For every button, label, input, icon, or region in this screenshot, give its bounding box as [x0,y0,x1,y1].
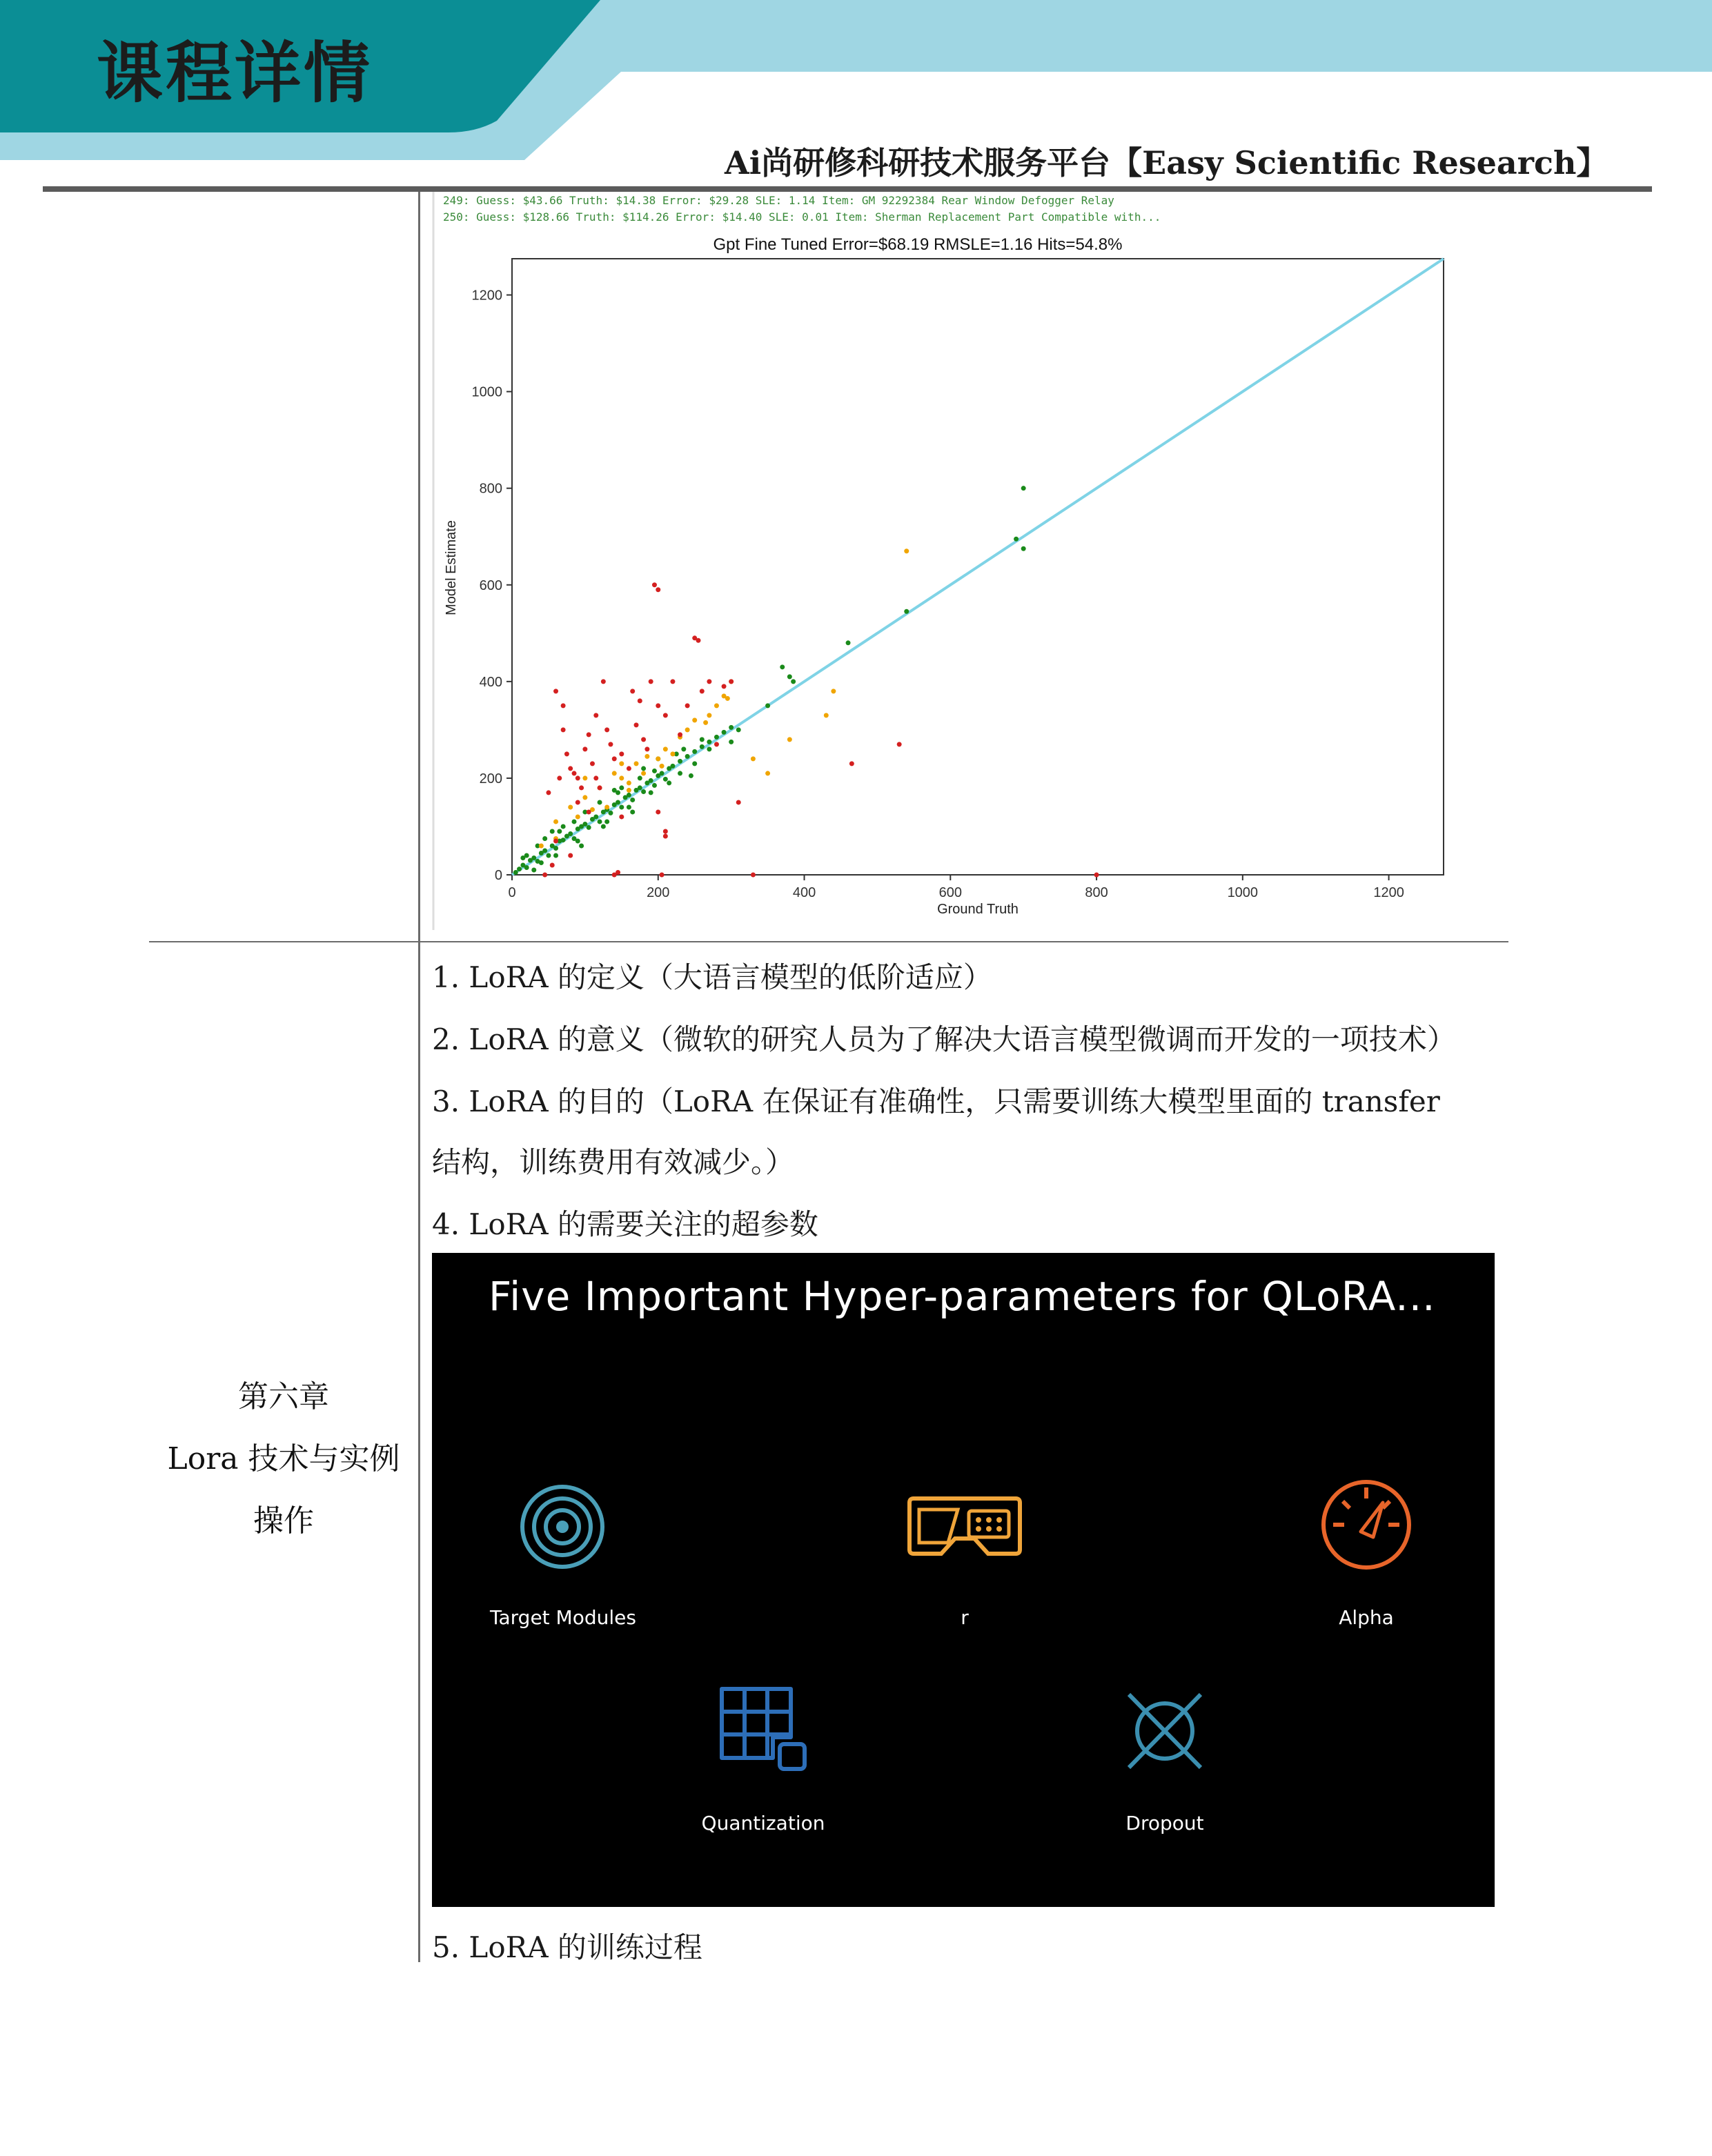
data-point [630,689,635,693]
y-tick-label: 1200 [471,288,502,304]
label-alpha: Alpha [1339,1606,1394,1629]
chapter-title-cont: 操作 [253,1503,314,1539]
x-tick-label: 1000 [1227,885,1259,900]
data-point [568,766,573,771]
x-tick-label: 0 [508,885,516,900]
data-point [561,838,566,842]
data-point [656,587,660,592]
item-lora-purpose: 3. LoRA 的目的（LoRA 在保证有准确性，只需要训练大模型里面的 transfer [432,1085,1440,1118]
data-point [904,548,909,553]
item-lora-purpose-cont: 结构，训练费用有效减少。） [432,1145,795,1179]
data-point [645,754,649,759]
data-point [616,790,620,795]
data-point [619,804,624,809]
data-point [619,775,624,780]
data-point [568,831,573,836]
x-tick-label: 400 [792,885,816,900]
data-point [627,793,631,798]
table-row-divider [149,941,1508,942]
data-point [678,771,682,775]
data-point [670,679,675,684]
data-point [652,582,657,587]
x-axis-label: Ground Truth [937,902,1019,917]
data-point [550,829,555,833]
data-point [692,718,697,722]
data-point [546,853,551,858]
data-point [601,679,606,684]
data-point [568,804,573,809]
data-point [561,824,566,829]
label-dropout: Dropout [1125,1812,1204,1834]
data-point [542,836,547,841]
data-point [539,860,544,865]
data-point [568,853,573,858]
header-divider [43,186,1652,192]
label-quantization: Quantization [701,1812,825,1834]
data-point [696,638,701,643]
page-title: 课程详情 [97,34,373,112]
log-line-249: 249: Guess: $43.66 Truth: $14.38 Error: $29.28 SLE: 1.14 Item: GM 92292384 Rear Window Defogger Relay [443,194,1114,207]
data-point [587,809,591,814]
data-point [714,735,719,740]
data-point [598,800,602,804]
data-point [678,759,682,764]
data-point [649,679,653,684]
data-point [542,848,547,853]
vr-headset-icon [905,1496,1024,1556]
data-point [787,674,792,679]
data-point [681,746,686,751]
data-point [703,720,708,725]
y-tick-label: 800 [479,481,502,497]
data-point [670,751,675,756]
data-point [846,640,851,645]
data-point [849,761,854,766]
data-point [897,742,902,746]
data-point [619,751,624,756]
data-point [663,746,668,751]
data-point [553,838,558,843]
data-point [612,771,617,775]
data-point [520,856,525,860]
data-point [553,853,558,858]
label-r: r [961,1606,969,1629]
y-axis-label: Model Estimate [444,520,459,615]
data-point [663,777,668,782]
x-tick-label: 200 [647,885,670,900]
data-point [641,789,646,794]
data-point [663,833,668,838]
data-point [663,829,668,833]
data-point [707,713,711,718]
data-point [707,746,711,751]
data-point [652,769,657,773]
data-point [751,756,756,761]
data-point [564,751,569,756]
data-point [656,756,660,761]
chapter-heading [149,1366,418,1552]
data-point [598,819,602,824]
data-point [824,713,829,718]
data-point [641,771,646,775]
data-point [630,809,635,814]
data-point [582,822,587,827]
data-point [641,766,646,771]
data-point [619,761,624,766]
data-point [660,764,665,769]
data-point [1094,873,1099,878]
data-point [553,846,558,851]
data-point [722,684,727,689]
y-tick-label: 1000 [471,384,502,400]
data-point [831,689,836,693]
data-point [531,867,536,872]
data-point [685,754,690,759]
data-point [604,804,609,809]
data-point [649,790,653,795]
data-point [751,873,756,878]
data-point [627,766,631,771]
data-point [630,798,635,802]
data-point [649,778,653,783]
data-point [619,814,624,819]
data-point [542,873,547,878]
data-point [579,843,584,848]
data-point [791,679,796,684]
data-point [700,737,705,742]
data-point [663,713,668,718]
data-point [608,742,613,746]
data-point [582,746,587,751]
x-tick-label: 800 [1085,885,1108,900]
data-point [765,703,770,708]
grid-icon [719,1686,809,1773]
data-point [670,764,675,769]
data-point [572,771,577,775]
data-point [627,804,631,809]
data-point [707,679,711,684]
data-point [575,838,580,843]
y-tick-label: 200 [479,771,502,787]
data-point [707,740,711,744]
hyperparameter-slide [432,1253,1495,1907]
data-point [667,780,671,785]
data-point [513,870,518,875]
data-point [634,761,639,766]
data-point [627,780,631,785]
dropout-icon [1123,1690,1206,1772]
data-point [579,785,584,790]
item-lora-hyperparams: 4. LoRA 的需要关注的超参数 [432,1207,818,1241]
data-point [561,727,566,732]
data-point [736,727,741,732]
data-point [660,771,665,775]
data-point [765,771,770,775]
data-point [714,703,719,708]
data-point [685,727,690,732]
data-point [904,609,909,614]
data-point [517,867,522,871]
data-point [641,737,646,742]
data-point [685,703,690,708]
data-point [692,761,697,766]
data-point [612,756,617,761]
data-point [729,725,734,730]
data-point [645,746,649,751]
item-lora-significance: 2. LoRA 的意义（微软的研究人员为了解决大语言模型微调而开发的一项技术） [432,1022,1456,1056]
speedometer-icon [1319,1478,1413,1572]
data-point [598,785,602,790]
data-point [729,740,734,744]
y-tick-label: 600 [479,577,502,593]
data-point [619,785,624,790]
data-point [638,698,642,703]
data-point [539,843,544,848]
table-column-divider [418,192,420,1962]
data-point [604,819,609,824]
data-point [652,783,657,788]
data-point [575,775,580,780]
data-point [575,814,580,819]
label-target-modules: Target Modules [490,1606,636,1629]
data-point [587,732,591,737]
data-point [616,800,620,804]
slide-title: Five Important Hyper-parameters for QLoRA... [489,1273,1436,1320]
data-point [601,824,606,829]
data-point [725,696,730,701]
chart-title: Gpt Fine Tuned Error=$68.19 RMSLE=1.16 Hits=54.8% [713,235,1123,254]
data-point [638,785,642,790]
data-point [593,814,598,819]
x-tick-label: 1200 [1373,885,1404,900]
data-point [553,689,558,693]
data-point [553,819,558,824]
y-tick-label: 400 [479,674,502,690]
data-point [729,679,734,684]
x-tick-label: 600 [938,885,962,900]
data-point [604,727,609,732]
data-point [593,775,598,780]
data-point [660,873,665,878]
item-lora-definition: 1. LoRA 的定义（大语言模型的低阶适应） [432,960,992,994]
data-point [593,713,598,718]
data-point [678,732,682,737]
data-point [692,749,697,754]
target-icon [519,1483,606,1570]
data-point [546,790,551,795]
data-point [722,730,727,735]
data-point [780,664,785,669]
data-point [638,775,642,780]
data-point [608,811,613,815]
data-point [524,865,529,870]
data-point [656,703,660,708]
data-point [531,856,536,860]
platform-name: Ai尚研修科研技术服务平台【Easy Scientific Research】 [725,144,1608,181]
data-point [1021,486,1026,491]
data-point [557,829,562,833]
data-point [634,722,639,727]
data-point [714,742,719,746]
data-point [736,800,741,804]
data-point [616,870,620,875]
data-point [1021,546,1026,551]
chapter-title: Lora 技术与实例 [167,1441,400,1476]
y-tick-label: 0 [494,868,502,883]
data-point [572,819,577,824]
data-point [582,795,587,800]
data-point [582,775,587,780]
item-lora-training-process: 5. LoRA 的训练过程 [432,1930,702,1964]
data-point [557,775,562,780]
data-point [700,689,705,693]
log-line-250: 250: Guess: $128.66 Truth: $114.26 Error: $14.40 SLE: 0.01 Item: Sherman Replacement Part Compatible with... [443,210,1161,224]
data-point [1014,537,1019,542]
data-point [561,703,566,708]
data-point [627,788,631,793]
chapter-number: 第六章 [238,1379,329,1414]
scatter-chart [422,192,1499,937]
data-point [656,809,660,814]
data-point [590,761,595,766]
data-point [689,773,693,778]
data-point [550,862,555,867]
data-point [700,744,705,749]
data-point [787,737,792,742]
data-point [575,800,580,804]
data-point [587,825,591,830]
